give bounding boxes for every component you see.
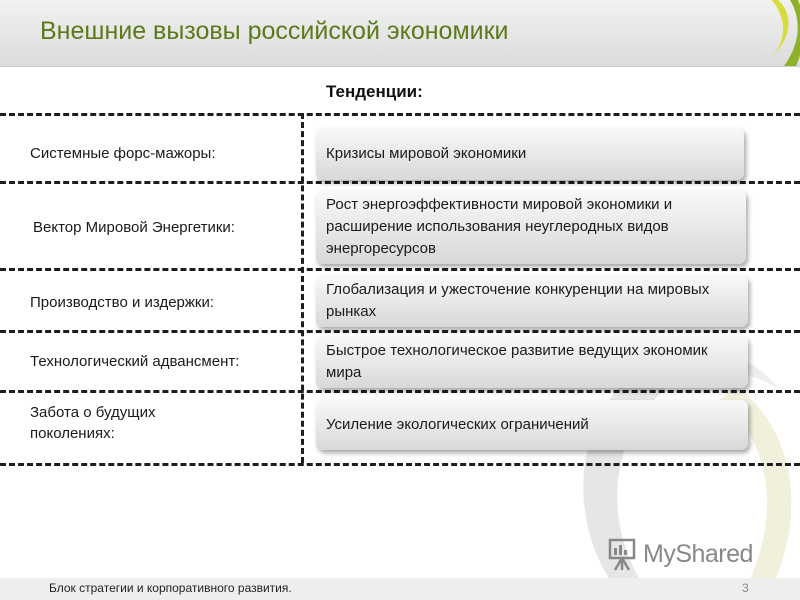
trends-heading: Тенденции: — [326, 82, 423, 101]
row-label-energy-vector: Вектор Мировой Энергетики: — [33, 219, 235, 236]
row-separator — [0, 330, 800, 333]
trend-text: Рост энергоэффективности мировой экономики и расширение использования неуглеродных видов энергоресурсов — [326, 196, 673, 257]
row-label-tech-advancement: Технологический адвансмент: — [30, 353, 240, 370]
slide-footer — [0, 578, 800, 600]
row-separator — [0, 463, 800, 466]
page-number: 3 — [742, 581, 749, 595]
row-label-production-costs: Производство и издержки: — [30, 294, 215, 311]
logo-swirl-icon — [740, 0, 800, 66]
trend-text: Глобализация и ужесточение конкуренции на мировых рынках — [326, 281, 710, 320]
slide-header — [0, 0, 800, 67]
trend-text: Усиление экологических ограничений — [326, 416, 589, 433]
presentation-board-icon — [607, 537, 637, 571]
footer-text: Блок стратегии и корпоративного развития. — [49, 581, 292, 595]
slide-title: Внешние вызовы российской экономики — [40, 17, 509, 45]
trend-box-world-crises — [316, 128, 744, 180]
watermark-text: MyShared — [643, 539, 753, 568]
row-separator — [0, 390, 800, 393]
myshared-watermark — [607, 534, 753, 574]
trend-box-energy-efficiency — [316, 190, 746, 264]
row-label-future-generations: Забота о будущих поколениях: — [30, 404, 156, 442]
trend-box-tech-development — [316, 336, 748, 388]
trend-text: Кризисы мировой экономики — [326, 145, 527, 162]
trend-box-ecological-limits — [316, 400, 748, 450]
row-label-system-force-majeure: Системные форс-мажоры: — [30, 145, 216, 162]
trend-text: Быстрое технологическое развитие ведущих экономик мира — [326, 342, 708, 381]
trend-box-globalization — [316, 275, 748, 327]
row-separator — [0, 268, 800, 271]
row-separator — [0, 181, 800, 184]
row-separator — [0, 113, 800, 116]
column-separator — [301, 113, 304, 463]
